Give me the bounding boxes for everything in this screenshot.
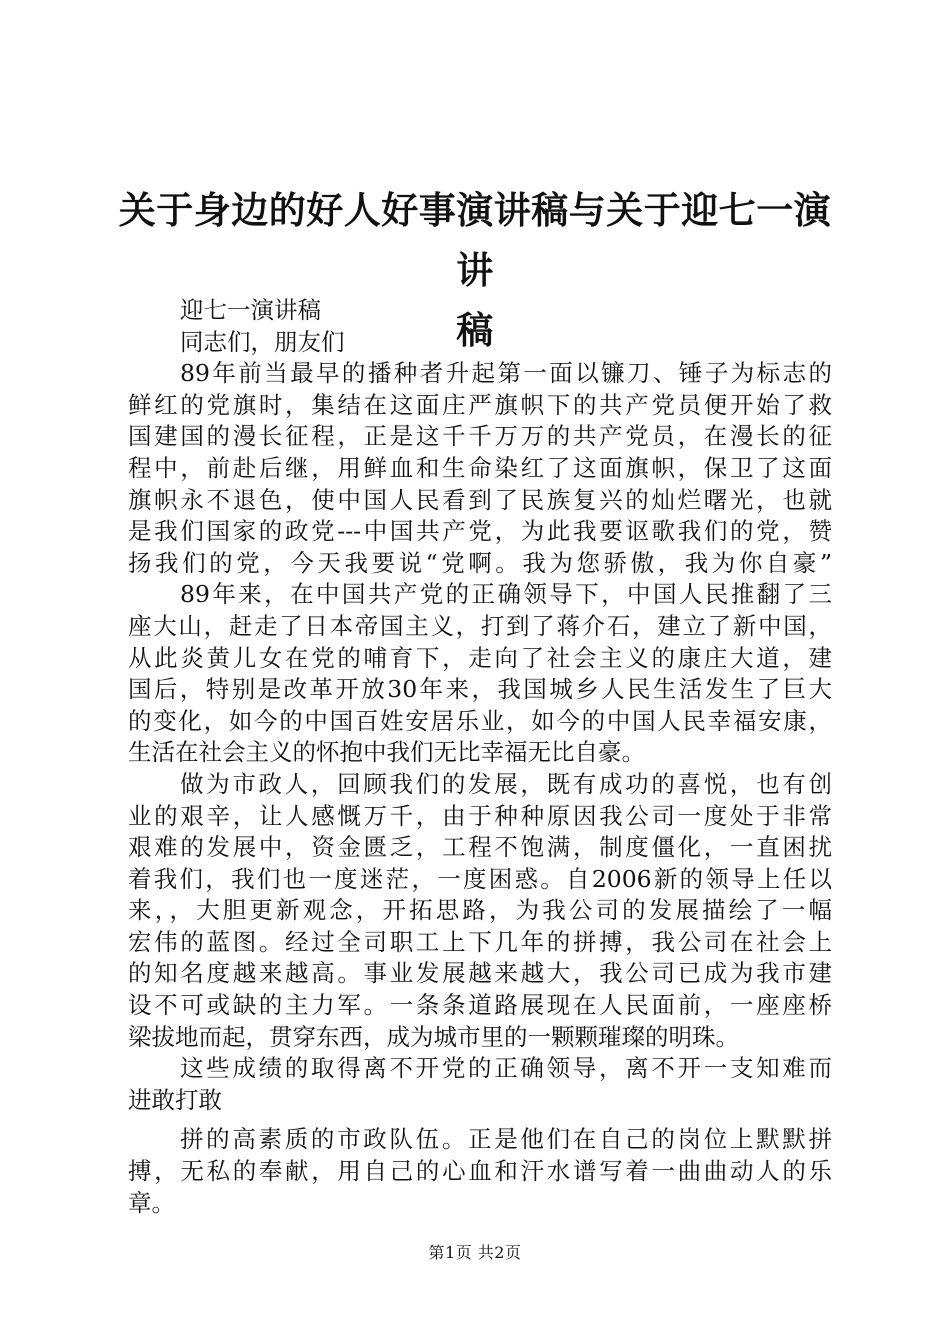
- paragraph-3-line: 做为市政人，回顾我们的发展，既有成功的喜悦，也有创: [180, 769, 832, 798]
- paragraph-2-line: 生活在社会主义的怀抱中我们无比幸福无比自豪。: [128, 738, 645, 767]
- paragraph-3-line: 业的艰辛，让人感慨万千，由于种种原因我公司一度处于非常: [128, 801, 832, 830]
- paragraph-gap: [128, 1116, 832, 1124]
- paragraph-4-line: 这些成绩的取得离不开党的正确领导，离不开一支知难而: [180, 1054, 832, 1083]
- paragraph-3-line: 来，，大胆更新观念，开拓思路，为我公司的发展描绘了一幅: [128, 896, 832, 925]
- title-line-1: 关于身边的好人好事演讲稿与关于迎七一演讲: [118, 188, 832, 292]
- paragraph-1-line: 程中，前赴后继，用鲜血和生命染红了这面旗帜，保卫了这面: [128, 453, 832, 482]
- paragraph-4-line: 进敢打敢: [128, 1085, 222, 1114]
- paragraph-3-line: 设不可或缺的主力军。一条条道路展现在人民面前，一座座桥: [128, 991, 832, 1020]
- paragraph-5-line: 拼的高素质的市政队伍。正是他们在自己的岗位上默默拼: [180, 1125, 832, 1154]
- paragraph-1-line: 国建国的漫长征程，正是这千千万万的共产党员，在漫长的征: [128, 422, 832, 451]
- subtitle-line: 迎七一演讲稿: [180, 296, 321, 324]
- page-indicator: 第1页 共2页: [428, 1243, 522, 1262]
- paragraph-5-line: 搏，无私的奉献，用自己的心血和汗水谱写着一曲曲动人的乐: [128, 1157, 832, 1186]
- paragraph-1-line: 是我们国家的政党---中国共产党，为此我要讴歌我们的党，赞: [128, 517, 832, 546]
- paragraph-3-line: 的知名度越来越高。事业发展越来越大，我公司已成为我市建: [128, 959, 832, 988]
- document-body: [128, 295, 832, 1219]
- salutation-line: 同志们，朋友们: [180, 327, 345, 356]
- paragraph-1-line: 鲜红的党旗时，集结在这面庄严旗帜下的共产党员便开始了救: [128, 390, 832, 419]
- paragraph-2-line: 从此炎黄儿女在党的哺育下，走向了社会主义的康庄大道，建: [128, 643, 832, 672]
- paragraph-5-line: 章。: [128, 1188, 175, 1217]
- paragraph-3-line: 艰难的发展中，资金匮乏，工程不饱满，制度僵化，一直困扰: [128, 833, 832, 862]
- paragraph-2-line: 座大山，赶走了日本帝国主义，打到了蒋介石，建立了新中国，: [128, 611, 832, 640]
- paragraph-3-line: 着我们，我们也一度迷茫，一度困惑。自2006新的领导上任以: [128, 864, 832, 893]
- paragraph-3-line: 宏伟的蓝图。经过全司职工上下几年的拼搏，我公司在社会上: [128, 927, 832, 956]
- paragraph-3-line: 梁拔地而起，贯穿东西，成为城市里的一颗颗璀璨的明珠。: [128, 1022, 739, 1051]
- paragraph-1-line: 89年前当最早的播种者升起第一面以镰刀、锤子为标志的: [180, 359, 832, 388]
- paragraph-2-line: 的变化，如今的中国百姓安居乐业，如今的中国人民幸福安康，: [128, 706, 832, 735]
- title-line-2: 稿: [456, 308, 494, 352]
- paragraph-1-line: 旗帜永不退色，使中国人民看到了民族复兴的灿烂曙光，也就: [128, 485, 832, 514]
- paragraph-2-line: 国后，特别是改革开放30年来，我国城乡人民生活发生了巨大: [128, 675, 832, 704]
- paragraph-2-line: 89年来，在中国共产党的正确领导下，中国人民推翻了三: [180, 580, 832, 609]
- paragraph-1-line: 扬我们的党，今天我要说“党啊。我为您骄傲，我为你自豪”: [128, 548, 832, 577]
